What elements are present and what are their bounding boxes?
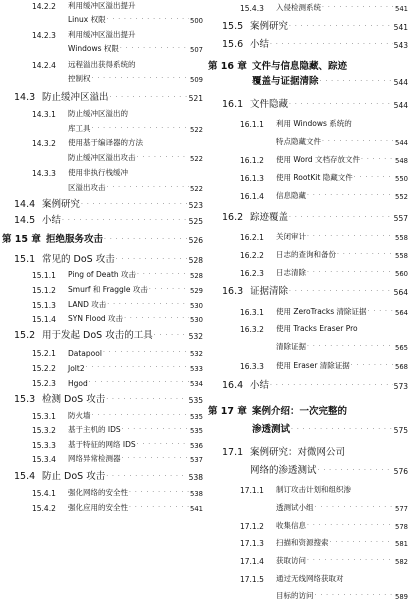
entry-number: 14.2.2 <box>32 2 56 11</box>
dot-leader <box>110 94 188 101</box>
dot-leader <box>307 522 394 529</box>
page-number: 548 <box>395 157 408 165</box>
page-number: 522 <box>190 155 203 163</box>
dot-leader <box>322 138 394 145</box>
toc-entry-right-20 <box>222 378 408 391</box>
entry-number: 16.3.1 <box>240 308 264 317</box>
page-number: 541 <box>393 23 408 32</box>
entry-number: 16.1.3 <box>240 174 264 183</box>
page-number: 522 <box>190 185 203 193</box>
entry-number: 15.1.2 <box>32 286 56 295</box>
toc-entry-left-14 <box>14 213 203 226</box>
dot-leader <box>137 271 189 278</box>
toc-entry-right-27 <box>240 518 408 531</box>
toc-entry-left-28 <box>32 437 203 450</box>
toc-entry-right-16 <box>240 304 408 317</box>
entry-number: 15.2.3 <box>32 379 56 388</box>
entry-title: 小结 <box>250 380 270 391</box>
toc-entry-right-24 <box>222 463 408 476</box>
dot-leader <box>330 539 395 546</box>
entry-title: 利用缓冲区溢出提升 <box>68 30 136 39</box>
page-number: 558 <box>395 252 408 260</box>
entry-number: 15.1.4 <box>32 315 56 324</box>
entry-title: 基于特征的网络 IDS <box>68 440 136 449</box>
dot-leader <box>322 4 394 11</box>
toc-entry-right-8 <box>240 152 408 165</box>
entry-title: 案例介绍：一次完整的 <box>252 406 348 417</box>
entry-title: Smurf 和 Fraggle 攻击 <box>68 285 148 294</box>
entry-title: 文件隐藏 <box>250 99 289 110</box>
page-number: 576 <box>393 467 408 476</box>
entry-number: 16.1 <box>222 99 244 110</box>
page-number: 523 <box>188 201 203 210</box>
entry-title: 清除证据 <box>276 342 306 351</box>
dot-leader <box>307 269 394 276</box>
page-number: 528 <box>190 272 203 280</box>
entry-number: 16.2.3 <box>240 269 264 278</box>
entry-title: 案例研究：对微网公司 <box>250 447 346 458</box>
dot-leader <box>337 251 394 258</box>
entry-number: 15.4 <box>14 471 36 482</box>
dot-leader <box>315 504 395 511</box>
toc-entry-left-32 <box>32 500 203 513</box>
toc-entry-left-2 <box>32 27 203 40</box>
entry-number: 第 17 章 <box>208 406 247 417</box>
entry-title: 关闭审计 <box>276 232 306 241</box>
toc-entry-right-4 <box>208 74 408 87</box>
toc-entry-left-31 <box>32 485 203 498</box>
dot-leader <box>103 349 189 356</box>
entry-number: 第 16 章 <box>208 61 247 72</box>
dot-leader <box>289 214 393 221</box>
toc-entry-left-13 <box>14 197 203 210</box>
entry-number: 16.1.1 <box>240 120 264 129</box>
toc-entry-left-20 <box>32 311 203 324</box>
dot-leader <box>307 233 394 240</box>
dot-leader <box>149 286 189 293</box>
page-number: 541 <box>395 5 408 13</box>
toc-entry-left-29 <box>32 451 203 464</box>
dot-leader <box>270 41 393 48</box>
dot-leader <box>137 441 189 448</box>
page-number: 533 <box>190 365 203 373</box>
entry-title: 获取访问 <box>276 556 306 565</box>
entry-title: 防火墙 <box>68 411 91 420</box>
toc-entry-left-18 <box>32 282 203 295</box>
page-number: 544 <box>393 78 408 87</box>
entry-title: 踪迹覆盖 <box>250 212 289 223</box>
entry-title: Linux 权限 <box>68 15 106 24</box>
entry-number: 第 15 章 <box>2 234 41 245</box>
toc-entry-right-23 <box>222 445 408 458</box>
entry-number: 14.4 <box>14 199 36 210</box>
toc-entry-right-31 <box>240 588 408 601</box>
toc-entry-left-19 <box>32 297 203 310</box>
entry-title: 案例研究 <box>250 21 289 32</box>
toc-entry-right-28 <box>240 535 408 548</box>
entry-number: 17.1.2 <box>240 522 264 531</box>
entry-number: 15.4.1 <box>32 489 56 498</box>
toc-entry-right-10 <box>240 188 408 201</box>
toc-entry-left-16 <box>14 252 203 265</box>
entry-title: 入侵检测系统 <box>276 3 321 12</box>
dot-leader <box>86 364 189 371</box>
entry-title: 利用 Windows 系统的 <box>276 119 352 128</box>
entry-title: 文件与信息隐藏、踪迹 <box>252 61 348 72</box>
page-number: 530 <box>190 316 203 324</box>
entry-number: 14.3.1 <box>32 110 56 119</box>
entry-title: LAND 攻击 <box>68 300 107 309</box>
page-number: 568 <box>395 363 408 371</box>
entry-number: 16.4 <box>222 380 244 391</box>
entry-title: 目标的访问 <box>276 591 314 600</box>
dot-leader <box>124 315 189 322</box>
entry-number: 14.5 <box>14 215 36 226</box>
entry-number: 15.2.1 <box>32 349 56 358</box>
page-number: 564 <box>395 309 408 317</box>
page-number: 558 <box>395 234 408 242</box>
toc-entry-right-3 <box>208 59 408 72</box>
dot-leader <box>122 455 190 462</box>
page-number: 541 <box>190 505 203 513</box>
entry-title: SYN Flood 攻击 <box>68 314 124 323</box>
entry-title: Hgod <box>68 379 88 388</box>
entry-number: 17.1.5 <box>240 575 264 584</box>
dot-leader <box>289 288 393 295</box>
entry-title: 控制权 <box>68 74 91 83</box>
entry-title: 特点隐藏文件 <box>276 137 321 146</box>
page-number: 521 <box>188 94 203 103</box>
page-number: 582 <box>395 558 408 566</box>
toc-entry-right-13 <box>240 247 408 260</box>
entry-number: 15.3 <box>14 394 36 405</box>
entry-title: 使用 ZeroTracks 清除证据 <box>276 307 367 316</box>
toc-entry-right-0 <box>240 0 408 13</box>
entry-number: 15.1.3 <box>32 301 56 310</box>
toc-entry-right-9 <box>240 170 408 183</box>
entry-title: 防止 DoS 攻击 <box>42 471 106 482</box>
entry-title: Ping of Death 攻击 <box>68 270 137 279</box>
dot-leader <box>307 343 394 350</box>
entry-title: 使用 Tracks Eraser Pro <box>276 324 358 333</box>
dot-leader <box>318 467 393 474</box>
toc-entry-right-17 <box>240 321 408 334</box>
entry-title: 强化应用的安全性 <box>68 503 128 512</box>
dot-leader <box>116 256 188 263</box>
toc-entry-left-5 <box>32 71 203 84</box>
entry-title: 利用缓冲区溢出提升 <box>68 1 136 10</box>
entry-number: 15.3.2 <box>32 426 56 435</box>
page-number: 552 <box>395 193 408 201</box>
toc-entry-left-3 <box>32 41 203 54</box>
entry-number: 15.4.2 <box>32 504 56 513</box>
entry-number: 15.3.3 <box>32 441 56 450</box>
entry-number: 16.1.2 <box>240 156 264 165</box>
toc-entry-left-27 <box>32 422 203 435</box>
page-number: 565 <box>395 344 408 352</box>
toc-entry-left-7 <box>32 106 203 119</box>
toc-entry-right-21 <box>208 404 408 417</box>
entry-title: 日志清除 <box>276 268 306 277</box>
toc-entry-right-12 <box>240 229 408 242</box>
page-number: 534 <box>190 380 203 388</box>
entry-number: 14.2.3 <box>32 31 56 40</box>
entry-title: 小结 <box>250 39 270 50</box>
page-number: 538 <box>190 490 203 498</box>
toc-entry-left-12 <box>32 180 203 193</box>
dot-leader <box>92 412 190 419</box>
page-number: 557 <box>393 214 408 223</box>
toc-entry-left-9 <box>32 135 203 148</box>
dot-leader <box>107 184 190 191</box>
page-number: 525 <box>188 217 203 226</box>
entry-title: 证据清除 <box>250 286 289 297</box>
toc-entry-right-15 <box>222 284 408 297</box>
toc-entry-left-1 <box>32 12 203 25</box>
dot-leader <box>289 101 393 108</box>
entry-title: 使用 Word 文档存放文件 <box>276 155 361 164</box>
toc-entry-left-25 <box>14 392 203 405</box>
entry-number: 16.3 <box>222 286 244 297</box>
dot-leader <box>81 201 188 208</box>
toc-entry-right-2 <box>222 37 408 50</box>
toc-entry-right-26 <box>240 500 408 513</box>
toc-entry-right-25 <box>240 482 408 495</box>
toc-entry-left-30 <box>14 469 203 482</box>
dot-leader <box>307 557 394 564</box>
entry-number: 16.2.2 <box>240 251 264 260</box>
toc-entry-left-6 <box>14 90 203 103</box>
page-number: 543 <box>393 41 408 50</box>
dot-leader <box>320 78 393 85</box>
entry-number: 14.3 <box>14 92 36 103</box>
dot-leader <box>315 592 395 599</box>
dot-leader <box>368 308 394 315</box>
entry-title: 基于主机的 IDS <box>68 425 121 434</box>
page-number: 577 <box>395 505 408 513</box>
toc-entry-right-6 <box>240 116 408 129</box>
entry-title: Jolt2 <box>68 364 85 373</box>
entry-title: 案例研究 <box>42 199 81 210</box>
entry-number: 16.2 <box>222 212 244 223</box>
entry-number: 15.6 <box>222 39 244 50</box>
page-number: 509 <box>190 76 203 84</box>
entry-title: 防止缓冲区溢出 <box>42 92 109 103</box>
entry-title: 透测试小组 <box>276 503 314 512</box>
dot-leader <box>92 75 190 82</box>
toc-entry-left-0 <box>32 0 203 11</box>
page-number: 526 <box>188 236 203 245</box>
toc-entry-left-4 <box>32 57 203 70</box>
page-number: 507 <box>190 46 203 54</box>
dot-leader <box>62 217 188 224</box>
entry-title: 收集信息 <box>276 521 306 530</box>
page-number: 532 <box>190 350 203 358</box>
dot-leader <box>92 125 190 132</box>
entry-title: 检测 DoS 攻击 <box>42 394 106 405</box>
entry-number: 15.2.2 <box>32 364 56 373</box>
page-number: 550 <box>395 175 408 183</box>
toc-entry-left-24 <box>32 375 203 388</box>
page-number: 535 <box>190 413 203 421</box>
entry-number: 15.2 <box>14 330 36 341</box>
entry-number: 15.5 <box>222 21 244 32</box>
toc-entry-left-23 <box>32 360 203 373</box>
dot-leader <box>129 489 189 496</box>
entry-title: 常见的 DoS 攻击 <box>42 254 115 265</box>
entry-title: 使用非执行栈缓冲 <box>68 168 128 177</box>
entry-title: 网络异常检测器 <box>68 454 121 463</box>
page-number: 589 <box>395 593 408 601</box>
entry-title: 小结 <box>42 215 62 226</box>
dot-leader <box>129 504 189 511</box>
page-number: 530 <box>190 302 203 310</box>
entry-title: Windows 权限 <box>68 44 119 53</box>
page-number: 573 <box>393 382 408 391</box>
toc-entry-right-11 <box>222 210 408 223</box>
entry-title: 覆盖与证据清除 <box>252 76 319 87</box>
page-number: 544 <box>395 139 408 147</box>
entry-number: 15.1.1 <box>32 271 56 280</box>
toc-entry-right-5 <box>222 97 408 110</box>
dot-leader <box>89 379 189 386</box>
dot-leader <box>104 236 188 243</box>
entry-number: 16.3.2 <box>240 325 264 334</box>
page-number: 535 <box>188 396 203 405</box>
page-number: 581 <box>395 540 408 548</box>
entry-number: 15.3.4 <box>32 455 56 464</box>
entry-number: 16.3.3 <box>240 362 264 371</box>
toc-entry-left-15 <box>2 232 203 245</box>
entry-number: 16.2.1 <box>240 233 264 242</box>
page-number: 564 <box>393 288 408 297</box>
entry-title: 网络的渗透测试 <box>250 465 317 476</box>
toc-entry-right-22 <box>208 422 408 435</box>
entry-title: 用于发起 DoS 攻击的工具 <box>42 330 153 341</box>
dot-leader <box>291 426 393 433</box>
entry-title: 日志的查询和备份 <box>276 250 336 259</box>
toc-entry-left-26 <box>32 408 203 421</box>
dot-leader <box>270 382 393 389</box>
page-number: 536 <box>190 442 203 450</box>
entry-title: 使用 Eraser 清除证据 <box>276 361 350 370</box>
dot-leader <box>289 23 393 30</box>
toc-entry-left-10 <box>32 150 203 163</box>
entry-title: 防止缓冲区溢出的 <box>68 109 128 118</box>
dot-leader <box>354 174 394 181</box>
dot-leader <box>120 45 189 52</box>
dot-leader <box>106 396 187 403</box>
toc-entry-right-29 <box>240 553 408 566</box>
entry-title: 强化网络的安全性 <box>68 488 128 497</box>
entry-number: 17.1.4 <box>240 557 264 566</box>
dot-leader <box>361 156 394 163</box>
dot-leader <box>351 362 394 369</box>
entry-title: 制订攻击计划和组织渗 <box>276 485 351 494</box>
dot-leader <box>107 16 189 23</box>
entry-title: Datapool <box>68 349 102 358</box>
toc-entry-right-18 <box>240 339 408 352</box>
page-number: 537 <box>190 456 203 464</box>
page-number: 538 <box>188 473 203 482</box>
page-number: 578 <box>395 523 408 531</box>
entry-number: 17.1.1 <box>240 486 264 495</box>
toc-entry-right-30 <box>240 571 408 584</box>
entry-title: 通过无线网络获取对 <box>276 574 344 583</box>
toc-entry-right-19 <box>240 358 408 371</box>
entry-title: 渗透测试 <box>252 424 291 435</box>
page-number: 575 <box>393 426 408 435</box>
toc-entry-right-7 <box>240 134 408 147</box>
entry-title: 拒绝服务攻击 <box>46 234 104 245</box>
entry-title: 使用 RootKit 隐藏文件 <box>276 173 353 182</box>
page-number: 535 <box>190 427 203 435</box>
page-number: 544 <box>393 101 408 110</box>
entry-number: 15.1 <box>14 254 36 265</box>
page-number: 532 <box>188 332 203 341</box>
dot-leader <box>106 473 187 480</box>
dot-leader <box>137 154 190 161</box>
entry-number: 15.3.1 <box>32 412 56 421</box>
page-number: 522 <box>190 126 203 134</box>
page-number: 528 <box>188 256 203 265</box>
entry-number: 14.2.4 <box>32 61 56 70</box>
entry-number: 16.1.4 <box>240 192 264 201</box>
entry-number: 15.4.3 <box>240 4 264 13</box>
entry-number: 17.1 <box>222 447 244 458</box>
toc-entry-right-1 <box>222 19 408 32</box>
page-number: 529 <box>190 287 203 295</box>
dot-leader <box>307 192 394 199</box>
toc-entry-left-11 <box>32 165 203 178</box>
entry-number: 17.1.3 <box>240 539 264 548</box>
dot-leader <box>154 332 188 339</box>
entry-title: 防止缓冲区溢出攻击 <box>68 153 136 162</box>
entry-title: 远程溢出获得系统的 <box>68 60 136 69</box>
page-number: 500 <box>190 17 203 25</box>
entry-title: 库工具 <box>68 124 91 133</box>
toc-entry-left-8 <box>32 121 203 134</box>
entry-title: 信息隐藏 <box>276 191 306 200</box>
dot-leader <box>122 426 189 433</box>
entry-title: 扫描和资源搜索 <box>276 538 329 547</box>
dot-leader <box>107 301 189 308</box>
entry-title: 使用基于编译器的方法 <box>68 138 143 147</box>
toc-entry-left-21 <box>14 328 203 341</box>
toc-entry-left-17 <box>32 267 203 280</box>
toc-entry-right-14 <box>240 265 408 278</box>
entry-number: 14.3.2 <box>32 139 56 148</box>
toc-entry-left-22 <box>32 345 203 358</box>
page-number: 560 <box>395 270 408 278</box>
entry-title: 区溢出攻击 <box>68 183 106 192</box>
entry-number: 14.3.3 <box>32 169 56 178</box>
